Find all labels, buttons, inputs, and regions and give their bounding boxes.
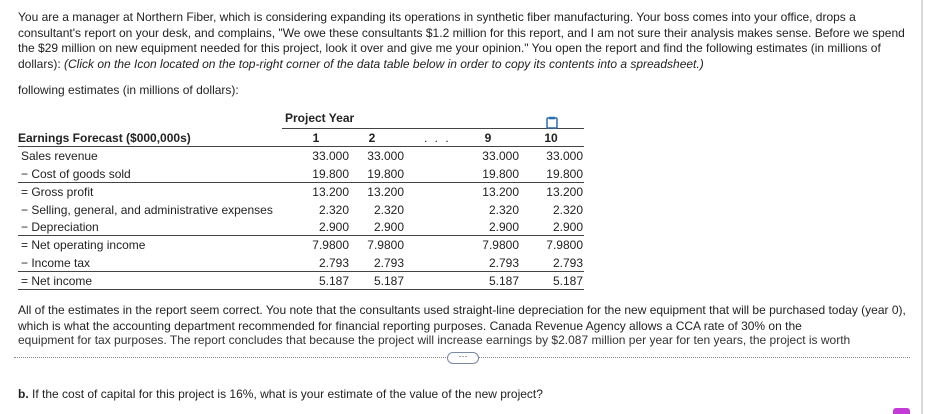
cell: 33.000 <box>312 149 349 163</box>
help-badge[interactable] <box>893 408 910 414</box>
row-header-label: Earnings Forecast ($000,000s) <box>18 131 191 145</box>
table-row <box>18 236 584 253</box>
table-row <box>18 272 584 289</box>
row-label: − Depreciation <box>21 220 99 234</box>
analysis-note: All of the estimates in the report seem correct. You note that the consultants used straight-line depreciation for the new equipment that will be purchased today (year 0), which is what the accounting department recommended for financial reporting purposes. Canada Revenue Agency allows a CCA rate of 30% on the <box>18 303 906 333</box>
cell: 5.187 <box>552 274 583 288</box>
table-row <box>18 254 584 271</box>
cell: 5.187 <box>488 274 519 288</box>
row-label: = Gross profit <box>21 185 94 199</box>
table-row <box>18 165 584 182</box>
cell: 13.200 <box>546 185 583 199</box>
truncated-note: equipment for tax purposes. The report concludes that because the project will increase earnings by $2.087 million per year for ten years, the project is worth <box>18 333 851 347</box>
cell: 2.793 <box>488 256 519 270</box>
cell: 2.793 <box>318 256 349 270</box>
cell: 7.9800 <box>367 238 404 252</box>
scroll-edge <box>921 0 923 414</box>
header-rule <box>282 128 584 129</box>
cell: 2.320 <box>373 203 404 217</box>
cell: 2.793 <box>552 256 583 270</box>
table-row <box>18 218 584 235</box>
cell: 2.900 <box>552 220 583 234</box>
cell: 7.9800 <box>482 238 519 252</box>
row-label: = Net income <box>21 274 93 288</box>
cell: 19.800 <box>312 167 349 181</box>
cell: 2.320 <box>488 203 519 217</box>
sub-heading: following estimates (in millions of dollars): <box>18 83 239 97</box>
table-row <box>18 183 584 200</box>
col-year-10: 10 <box>544 131 558 145</box>
cell: 5.187 <box>318 274 349 288</box>
row-label: − Selling, general, and administrative expenses <box>21 203 273 217</box>
cell: 7.9800 <box>312 238 349 252</box>
expand-button[interactable]: ··· <box>447 352 479 364</box>
project-year-header: Project Year <box>285 111 355 125</box>
cell: 19.800 <box>482 167 519 181</box>
row-label: Sales revenue <box>21 149 98 163</box>
row-label: = Net operating income <box>21 238 146 252</box>
cell: 33.000 <box>546 149 583 163</box>
cell: 33.000 <box>367 149 404 163</box>
row-label: − Cost of goods sold <box>21 167 131 181</box>
table-row <box>18 201 584 218</box>
intro-text: You are a manager at Northern Fiber, which is considering expanding its operations in synthetic fiber manufacturing. Your boss comes into your office, drops a consultant's report on your desk, and complains, "We owe these consultants $1.2 million for this report, and I am not sure their analysis makes sense. Before we spend the $29 million on new equipment needed for this project, look it over and give me your opinion." You open the report and find the following estimates (in millions of dollars): <box>18 10 905 71</box>
cell: 19.800 <box>546 167 583 181</box>
cell: 7.9800 <box>546 238 583 252</box>
copy-icon[interactable] <box>545 116 559 129</box>
col-ellipsis: . . . <box>424 131 451 145</box>
cell: 13.200 <box>482 185 519 199</box>
cell: 13.200 <box>367 185 404 199</box>
question-text: If the cost of capital for this project is 16%, what is your estimate of the value of the new project? <box>28 387 543 401</box>
col-year-1: 1 <box>312 131 320 145</box>
cell: 13.200 <box>312 185 349 199</box>
row-label: − Income tax <box>21 256 91 270</box>
cell: 2.793 <box>373 256 404 270</box>
cell: 5.187 <box>373 274 404 288</box>
copy-instruction: (Click on the Icon located on the top-right corner of the data table below in order to copy its contents into a spreadsheet.) <box>64 56 704 71</box>
col-year-2: 2 <box>368 131 376 145</box>
table-row <box>18 147 584 164</box>
problem-intro <box>18 10 910 72</box>
cell: 2.320 <box>318 203 349 217</box>
cell: 33.000 <box>482 149 519 163</box>
cell: 2.900 <box>488 220 519 234</box>
cell: 2.900 <box>373 220 404 234</box>
question-label: b. <box>18 387 29 401</box>
table-rule-bottom <box>18 289 584 290</box>
cell: 2.900 <box>318 220 349 234</box>
cell: 19.800 <box>367 167 404 181</box>
col-year-9: 9 <box>484 131 492 145</box>
question-b <box>18 387 543 401</box>
cell: 2.320 <box>552 203 583 217</box>
